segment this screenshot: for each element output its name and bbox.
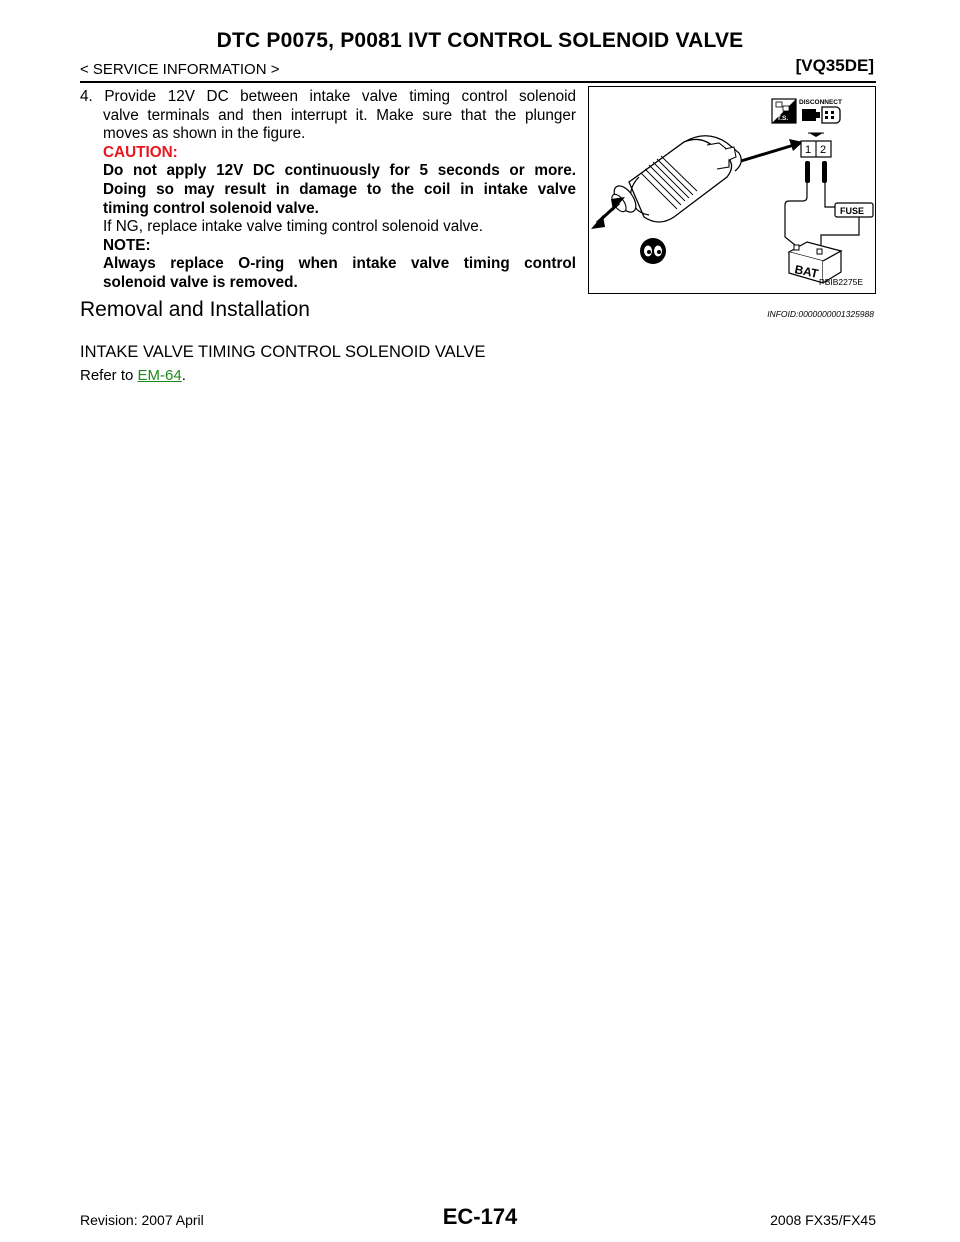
note-label: NOTE:: [103, 236, 151, 254]
caution-text-line-1: Do not apply 12V DC continuously for 5 seconds or more.: [103, 162, 576, 180]
sub-heading: INTAKE VALVE TIMING CONTROL SOLENOID VALVE: [80, 343, 486, 361]
figure-code: PBIB2275E: [819, 277, 863, 287]
step-text-line-3: moves as shown in the figure.: [103, 125, 306, 143]
em-64-link[interactable]: EM-64: [137, 367, 182, 384]
header-divider: [80, 81, 876, 83]
footer-revision: Revision: 2007 April: [80, 1212, 204, 1228]
terminal-connector: [801, 133, 831, 157]
solenoid-test-illustration: [589, 87, 877, 295]
fuse-label: FUSE: [840, 206, 865, 216]
ref-suffix: .: [181, 367, 186, 384]
note-text-line-2: solenoid valve is removed.: [103, 273, 298, 291]
footer-model: 2008 FX35/FX45: [770, 1212, 876, 1228]
solenoid-test-figure: [588, 86, 876, 294]
step-line: [80, 88, 576, 107]
page-title: DTC P0075, P0081 IVT CONTROL SOLENOID VALVE: [216, 29, 744, 52]
ts-disconnect-icon: [772, 99, 796, 123]
disconnect-label: DISCONNECT: [799, 99, 842, 106]
reference-line: [80, 367, 186, 384]
step-4-block: [80, 88, 576, 293]
terminal-1-label: 1: [805, 144, 812, 156]
disconnect-icon: [799, 99, 842, 123]
step-text-line-2: valve terminals and then interrupt it. Make sure that the plunger: [103, 106, 576, 124]
ts-label: T.S.: [777, 115, 789, 122]
look-icon: [640, 238, 666, 264]
breadcrumb: < SERVICE INFORMATION >: [80, 61, 280, 78]
step-number: 4.: [80, 88, 93, 105]
solenoid-valve-drawing: [591, 136, 741, 229]
page-number: EC-174: [442, 1204, 518, 1229]
fuse-icon: [835, 203, 873, 217]
terminal-2-label: 2: [820, 144, 827, 156]
caution-text-line-3: timing control solenoid valve.: [103, 199, 319, 217]
step-text-line-1: Provide 12V DC between intake valve timing control solenoid: [104, 88, 576, 105]
info-id: INFOID:0000000001325988: [767, 309, 874, 319]
section-title: Removal and Installation: [80, 298, 310, 321]
ref-prefix: Refer to: [80, 367, 138, 384]
engine-model-tag: [VQ35DE]: [795, 56, 874, 75]
ng-instruction: If NG, replace intake valve timing control solenoid valve.: [103, 218, 484, 236]
caution-text-line-2: Doing so may result in damage to the coil in intake valve: [103, 180, 576, 198]
battery-label: BAT: [793, 262, 820, 281]
note-text-line-1: Always replace O-ring when intake valve timing control: [103, 255, 576, 273]
caution-label: CAUTION:: [103, 143, 178, 161]
